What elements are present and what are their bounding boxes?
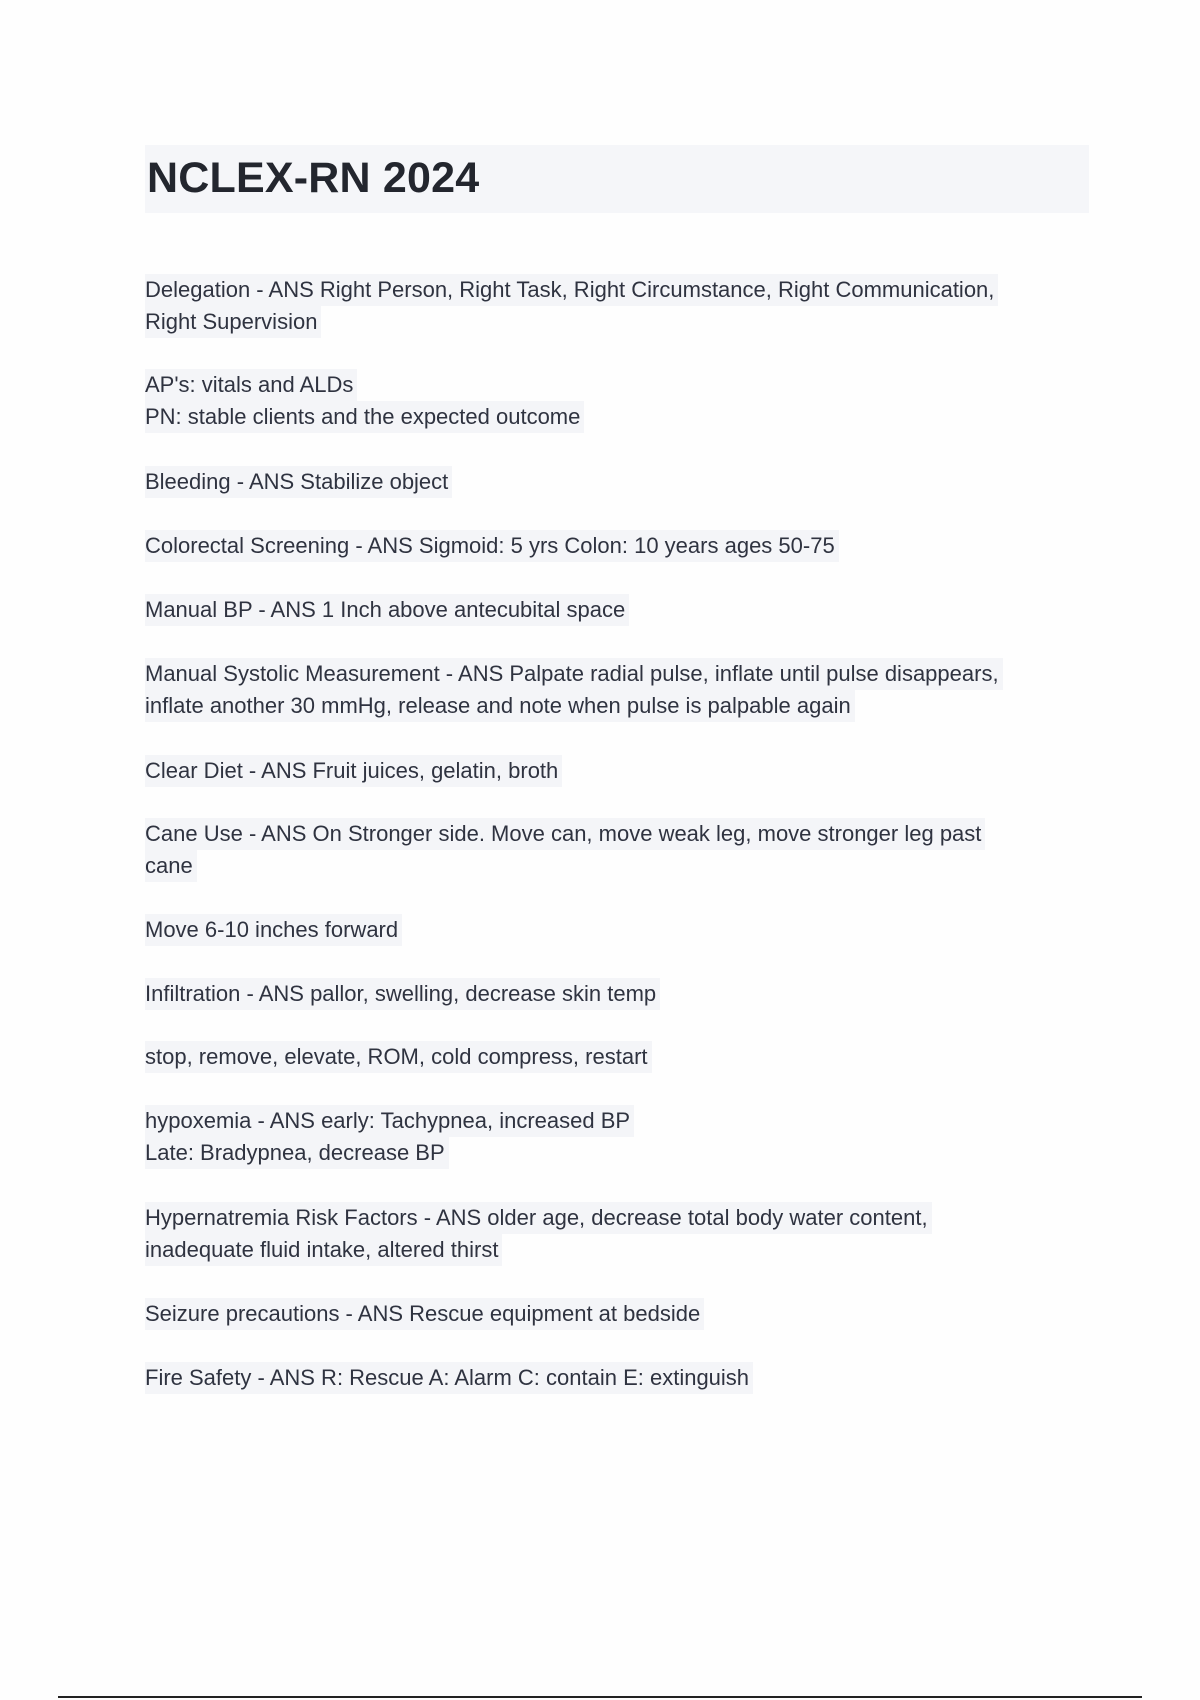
entry-aps bbox=[145, 369, 584, 433]
entry-line: Delegation - ANS Right Person, Right Task, Right Circumstance, Right Communication, bbox=[145, 274, 998, 306]
entry-line: Cane Use - ANS On Stronger side. Move can, move weak leg, move stronger leg past bbox=[145, 818, 985, 850]
entry-infiltration-steps bbox=[145, 1041, 652, 1073]
entry-fire-safety bbox=[145, 1362, 753, 1394]
entry-line: stop, remove, elevate, ROM, cold compress, restart bbox=[145, 1041, 652, 1073]
entry-line: PN: stable clients and the expected outcome bbox=[145, 401, 584, 433]
entry-seizure bbox=[145, 1298, 704, 1330]
entry-clear-diet bbox=[145, 755, 562, 787]
entry-hypernatremia bbox=[145, 1202, 932, 1266]
entry-line: Fire Safety - ANS R: Rescue A: Alarm C: contain E: extinguish bbox=[145, 1362, 753, 1394]
entry-line: Move 6-10 inches forward bbox=[145, 914, 402, 946]
entry-line: hypoxemia - ANS early: Tachypnea, increased BP bbox=[145, 1105, 634, 1137]
entry-line: Manual Systolic Measurement - ANS Palpate radial pulse, inflate until pulse disappears, bbox=[145, 658, 1003, 690]
entry-line: inflate another 30 mmHg, release and note when pulse is palpable again bbox=[145, 690, 855, 722]
entry-line: Infiltration - ANS pallor, swelling, decrease skin temp bbox=[145, 978, 660, 1010]
entry-line: Seizure precautions - ANS Rescue equipment at bedside bbox=[145, 1298, 704, 1330]
entry-line: Clear Diet - ANS Fruit juices, gelatin, broth bbox=[145, 755, 562, 787]
entry-line: AP's: vitals and ALDs bbox=[145, 369, 357, 401]
entry-systolic bbox=[145, 658, 1003, 722]
footer-divider bbox=[58, 1696, 1142, 1698]
entry-line: Bleeding - ANS Stabilize object bbox=[145, 466, 452, 498]
entry-line: Manual BP - ANS 1 Inch above antecubital space bbox=[145, 594, 629, 626]
entry-cane-use bbox=[145, 818, 985, 882]
entry-line: Right Supervision bbox=[145, 306, 321, 338]
entry-hypoxemia bbox=[145, 1105, 634, 1169]
entry-infiltration bbox=[145, 978, 660, 1010]
entry-line: inadequate fluid intake, altered thirst bbox=[145, 1234, 502, 1266]
entry-bleeding bbox=[145, 466, 452, 498]
entry-delegation bbox=[145, 274, 998, 338]
entry-line: Hypernatremia Risk Factors - ANS older age, decrease total body water content, bbox=[145, 1202, 932, 1234]
page-title: NCLEX-RN 2024 bbox=[147, 154, 480, 202]
entry-line: cane bbox=[145, 850, 197, 882]
entry-manual-bp bbox=[145, 594, 629, 626]
entry-line: Late: Bradypnea, decrease BP bbox=[145, 1137, 449, 1169]
entry-colorectal bbox=[145, 530, 839, 562]
entry-move-forward bbox=[145, 914, 402, 946]
entry-line: Colorectal Screening - ANS Sigmoid: 5 yrs Colon: 10 years ages 50-75 bbox=[145, 530, 839, 562]
